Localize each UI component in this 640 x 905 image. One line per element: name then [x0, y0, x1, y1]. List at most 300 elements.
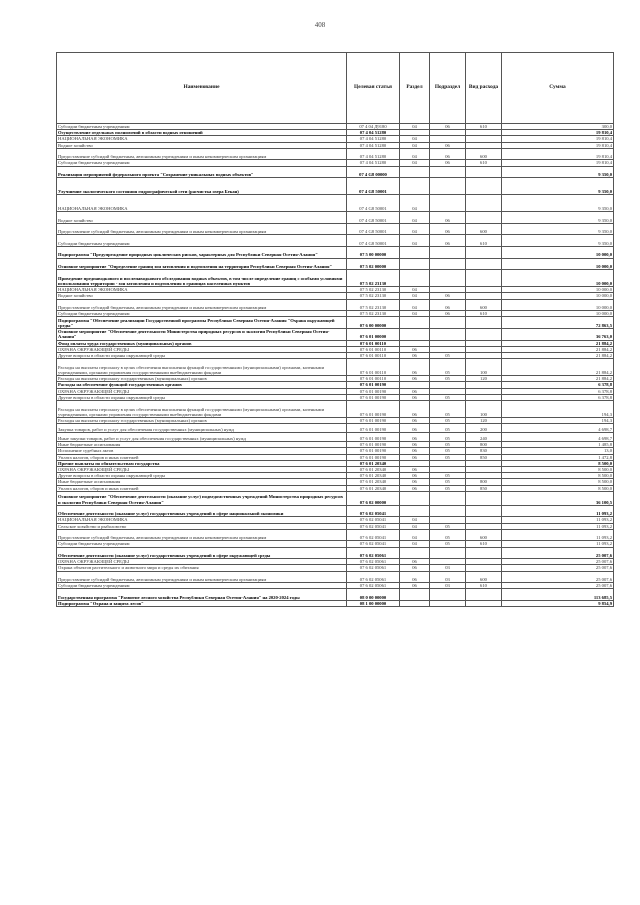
- row-subsection: 06: [430, 142, 466, 148]
- row-section: 06: [400, 394, 430, 400]
- row-code: 07 6 01 00000: [347, 328, 400, 340]
- budget-table: [56, 52, 614, 607]
- row-exptype: [466, 166, 502, 178]
- row-sum: 8 500,0: [502, 479, 614, 485]
- row-sum: 13,0: [502, 448, 614, 454]
- row-subsection: 05: [430, 394, 466, 400]
- row-code: 07 6 01 00110: [347, 346, 400, 352]
- row-code: 07 6 02 05061: [347, 547, 400, 559]
- row-section: 06: [400, 479, 430, 485]
- row-code: 07 5 00 00000: [347, 246, 400, 258]
- row-section: 06: [400, 352, 430, 358]
- row-code: 07 6 00 00000: [347, 317, 400, 329]
- row-name: Предоставление субсидий бюджетным, автономным учреждениям и иным некоммерческим организациям: [57, 299, 347, 311]
- row-name: Другие вопросы в области охраны окружающей среды: [57, 473, 347, 479]
- table-row: [57, 166, 614, 178]
- row-exptype: [466, 258, 502, 270]
- row-exptype: 610: [466, 235, 502, 247]
- row-sum: 10 000,0: [502, 293, 614, 299]
- row-sum: 11 093,2: [502, 523, 614, 529]
- row-exptype: 100: [466, 359, 502, 376]
- row-exptype: 830: [466, 448, 502, 454]
- row-name: НАЦИОНАЛЬНАЯ ЭКОНОМИКА: [57, 136, 347, 142]
- table-row: [57, 258, 614, 270]
- row-subsection: [430, 246, 466, 258]
- header-exptype: Вид расхода: [466, 53, 502, 124]
- row-code: 07 6 01 00190: [347, 424, 400, 433]
- row-subsection: 06: [430, 212, 466, 224]
- row-subsection: 05: [430, 359, 466, 376]
- row-name: Улучшение экологического состояния гидрографической сети (расчистка озера Бекан): [57, 178, 347, 195]
- table-row: [57, 178, 614, 195]
- row-section: 06: [400, 417, 430, 423]
- row-subsection: 05: [430, 442, 466, 448]
- row-subsection: [430, 195, 466, 212]
- row-name: НАЦИОНАЛЬНАЯ ЭКОНОМИКА: [57, 195, 347, 212]
- row-subsection: 06: [430, 148, 466, 160]
- row-subsection: 06: [430, 160, 466, 166]
- row-name: Расходы на выплаты персоналу в целях обеспечения выполнения функций государственными (муниципальными) органами, казенными учреждениями, органами управления государственными внебюджетными фондами: [57, 400, 347, 417]
- row-code: 07 6 01 00190: [347, 448, 400, 454]
- row-subsection: 05: [430, 352, 466, 358]
- row-subsection: 06: [430, 311, 466, 317]
- row-code: 07 6 02 05061: [347, 559, 400, 565]
- table-row: [57, 223, 614, 235]
- row-section: 04: [400, 136, 430, 142]
- row-exptype: [466, 547, 502, 559]
- row-subsection: 05: [430, 485, 466, 491]
- row-section: 06: [400, 424, 430, 433]
- row-section: 06: [400, 388, 430, 394]
- row-exptype: 610: [466, 311, 502, 317]
- row-name: Обеспечение деятельности (оказание услуг) государственных учреждений в сфере окружающей среды: [57, 547, 347, 559]
- page-number: 408: [314, 21, 326, 29]
- table-header-row: [57, 53, 614, 124]
- row-exptype: 200: [466, 424, 502, 433]
- row-code: 07 6 01 00190: [347, 433, 400, 442]
- row-section: [400, 317, 430, 329]
- row-name: Фонд оплаты труда государственных (муниципальных) органов: [57, 340, 347, 346]
- row-code: 07 6 01 20340: [347, 460, 400, 466]
- row-sum: 9 350,0: [502, 178, 614, 195]
- row-sum: 19 810,4: [502, 130, 614, 136]
- row-name: Субсидии бюджетным учреждениям: [57, 311, 347, 317]
- row-exptype: 600: [466, 529, 502, 541]
- row-name: Расходы на выплаты персоналу в целях обеспечения выполнения функций государственными (муниципальными) органами, казенными учреждениями, органами управления государственными внебюджетными фондами: [57, 359, 347, 376]
- row-subsection: 05: [430, 433, 466, 442]
- row-name: Обеспечение деятельности (оказание услуг) государственных учреждений в сфере национальной экономики: [57, 505, 347, 517]
- table-row: [57, 270, 614, 287]
- row-sum: 6 378,8: [502, 388, 614, 394]
- row-name: ОХРАНА ОКРУЖАЮЩЕЙ СРЕДЫ: [57, 346, 347, 352]
- row-section: 06: [400, 485, 430, 491]
- row-sum: 1 472,8: [502, 454, 614, 460]
- row-section: 04: [400, 311, 430, 317]
- row-code: 07 4 G8 50001: [347, 212, 400, 224]
- row-exptype: 600: [466, 571, 502, 583]
- row-name: Водное хозяйство: [57, 142, 347, 148]
- row-sum: 21 884,2: [502, 346, 614, 352]
- row-exptype: 610: [466, 160, 502, 166]
- row-sum: 194,3: [502, 417, 614, 423]
- row-section: 06: [400, 448, 430, 454]
- row-exptype: [466, 491, 502, 505]
- row-code: 07 5 02 23130: [347, 293, 400, 299]
- row-code: 07 4 G8 00000: [347, 166, 400, 178]
- row-code: 07 6 01 00190: [347, 394, 400, 400]
- row-exptype: [466, 212, 502, 224]
- row-section: 06: [400, 565, 430, 571]
- row-code: 07 6 02 05041: [347, 505, 400, 517]
- row-section: [400, 547, 430, 559]
- table-row: [57, 491, 614, 505]
- row-exptype: [466, 505, 502, 517]
- row-section: 06: [400, 346, 430, 352]
- row-subsection: [430, 547, 466, 559]
- row-subsection: [430, 328, 466, 340]
- row-name: Водное хозяйство: [57, 212, 347, 224]
- table-row: [57, 246, 614, 258]
- row-name: Иные бюджетные ассигнования: [57, 479, 347, 485]
- table-row: [57, 433, 614, 442]
- table-row: [57, 235, 614, 247]
- row-sum: 8 500,0: [502, 467, 614, 473]
- row-code: 07 4 04 51280: [347, 160, 400, 166]
- row-sum: 9 350,0: [502, 212, 614, 224]
- table-row: [57, 359, 614, 376]
- row-section: [400, 491, 430, 505]
- row-name: Расходы на обеспечение функций государственных органов: [57, 382, 347, 388]
- row-sum: 6 378,8: [502, 394, 614, 400]
- row-sum: 10 000,0: [502, 311, 614, 317]
- table-row: [57, 195, 614, 212]
- row-subsection: [430, 505, 466, 517]
- row-exptype: [466, 328, 502, 340]
- row-section: 04: [400, 223, 430, 235]
- row-name: Предоставление субсидий бюджетным, автономным учреждениям и иным некоммерческим организациям: [57, 571, 347, 583]
- row-subsection: 05: [430, 523, 466, 529]
- row-sum: 4 698,7: [502, 433, 614, 442]
- row-code: 07 6 01 00190: [347, 442, 400, 448]
- row-name: Исполнение судебных актов: [57, 448, 347, 454]
- row-section: 04: [400, 142, 430, 148]
- row-section: 04: [400, 299, 430, 311]
- row-section: 06: [400, 571, 430, 583]
- row-exptype: 600: [466, 223, 502, 235]
- row-section: 04: [400, 517, 430, 523]
- row-exptype: 800: [466, 479, 502, 485]
- row-name: Государственная программа "Развитие лесного хозяйства Республики Северная Осетия-Алания" на 2020-2024 годы: [57, 589, 347, 601]
- row-section: 04: [400, 148, 430, 160]
- row-sum: 19 810,4: [502, 142, 614, 148]
- row-code: 07 4 G8 50001: [347, 223, 400, 235]
- row-sum: 25 007,6: [502, 583, 614, 589]
- header-code: Целевая статья: [347, 53, 400, 124]
- row-exptype: [466, 589, 502, 601]
- row-sum: 8 500,0: [502, 485, 614, 491]
- row-name: Реализация мероприятий федерального проекта "Сохранение уникальных водных объектов": [57, 166, 347, 178]
- row-subsection: 05: [430, 424, 466, 433]
- row-section: [400, 258, 430, 270]
- row-code: 08 0 00 00000: [347, 589, 400, 601]
- row-name: Иные бюджетные ассигнования: [57, 442, 347, 448]
- row-subsection: 05: [430, 541, 466, 547]
- row-name: Охрана объектов растительного и животного мира и среды их обитания: [57, 565, 347, 571]
- row-section: 04: [400, 529, 430, 541]
- header-section: Раздел: [400, 53, 430, 124]
- row-subsection: 06: [430, 299, 466, 311]
- row-exptype: [466, 317, 502, 329]
- row-exptype: 120: [466, 417, 502, 423]
- table-row: [57, 529, 614, 541]
- row-exptype: 850: [466, 485, 502, 491]
- row-name: Предоставление субсидий бюджетным, автономным учреждениям и иным некоммерческим организациям: [57, 529, 347, 541]
- row-sum: 1 485,8: [502, 442, 614, 448]
- row-sum: 19 810,4: [502, 136, 614, 142]
- row-name: Осуществление отдельных полномочий в области водных отношений: [57, 130, 347, 136]
- row-name: Субсидии бюджетным учреждениям: [57, 235, 347, 247]
- row-code: 07 6 01 00190: [347, 417, 400, 423]
- row-subsection: 03: [430, 583, 466, 589]
- row-sum: 9 854,9: [502, 601, 614, 607]
- row-subsection: [430, 258, 466, 270]
- row-sum: 6 378,8: [502, 382, 614, 388]
- row-exptype: 600: [466, 299, 502, 311]
- row-section: 06: [400, 376, 430, 382]
- table-row: [57, 299, 614, 311]
- row-exptype: 610: [466, 124, 502, 130]
- row-section: 06: [400, 400, 430, 417]
- row-sum: 10 000,0: [502, 287, 614, 293]
- row-exptype: [466, 178, 502, 195]
- row-sum: 8 500,0: [502, 460, 614, 466]
- row-name: Основное мероприятие "Обеспечение деятельности (оказание услуг) подведомственных учреждений Министерства природных ресурсов и экологии Республики Северная Осетия-Алания": [57, 491, 347, 505]
- row-sum: 9 350,0: [502, 166, 614, 178]
- row-sum: 21 884,2: [502, 376, 614, 382]
- row-code: 07 6 01 20340: [347, 467, 400, 473]
- row-subsection: 05: [430, 454, 466, 460]
- row-name: НАЦИОНАЛЬНАЯ ЭКОНОМИКА: [57, 287, 347, 293]
- row-section: [400, 328, 430, 340]
- row-code: 07 4 G8 50001: [347, 195, 400, 212]
- row-code: 07 6 01 20340: [347, 473, 400, 479]
- row-name: Расходы на выплаты персоналу государственных (муниципальных) органов: [57, 417, 347, 423]
- row-code: 07 6 01 00110: [347, 376, 400, 382]
- table-row: [57, 601, 614, 607]
- row-sum: 9 350,0: [502, 195, 614, 212]
- row-code: 07 6 02 00000: [347, 491, 400, 505]
- row-sum: 36 100,5: [502, 491, 614, 505]
- row-section: 04: [400, 235, 430, 247]
- header-sum: Сумма: [502, 53, 614, 124]
- row-section: [400, 166, 430, 178]
- row-code: 07 6 02 05061: [347, 571, 400, 583]
- row-name: Проведение предпаводкового и послепаводкового обследования водных объектов, в том числе определение границ с особыми условиями использования территории - зон затопления и подтопления в границах населенных пунктов: [57, 270, 347, 287]
- table-row: [57, 589, 614, 601]
- row-sum: 9 350,0: [502, 235, 614, 247]
- row-sum: 25 007,6: [502, 565, 614, 571]
- row-name: Закупка товаров, работ и услуг для обеспечения государственных (муниципальных) нужд: [57, 424, 347, 433]
- row-code: 07 6 02 05061: [347, 565, 400, 571]
- row-name: Субсидии бюджетным учреждениям: [57, 160, 347, 166]
- row-name: Подпрограмма "Обеспечение реализации Государственной программы Республики Северная Осетия-Алания "Охрана окружающей среды": [57, 317, 347, 329]
- row-name: Подпрограмма "Охрана и защита лесов": [57, 601, 347, 607]
- row-section: 04: [400, 523, 430, 529]
- row-section: 06: [400, 454, 430, 460]
- row-exptype: 240: [466, 433, 502, 442]
- row-subsection: [430, 178, 466, 195]
- row-section: 04: [400, 124, 430, 130]
- row-name: Предоставление субсидий бюджетным, автономным учреждениям и иным некоммерческим организациям: [57, 148, 347, 160]
- row-section: 04: [400, 293, 430, 299]
- row-name: Субсидии бюджетным учреждениям: [57, 541, 347, 547]
- row-name: Основное мероприятие "Обеспечение деятельности Министерства природных ресурсов и экологии Республики Северная Осетия-Алания": [57, 328, 347, 340]
- row-code: 08 1 00 00000: [347, 601, 400, 607]
- row-code: 07 6 02 05041: [347, 541, 400, 547]
- row-exptype: 100: [466, 400, 502, 417]
- row-sum: 36 763,0: [502, 328, 614, 340]
- row-exptype: [466, 601, 502, 607]
- row-name: Прочие выплаты по обязательствам государства: [57, 460, 347, 466]
- row-exptype: [466, 246, 502, 258]
- row-subsection: [430, 589, 466, 601]
- row-subsection: 05: [430, 529, 466, 541]
- row-section: 04: [400, 541, 430, 547]
- row-section: 06: [400, 442, 430, 448]
- row-exptype: 850: [466, 454, 502, 460]
- row-exptype: 120: [466, 376, 502, 382]
- row-code: 07 6 01 20340: [347, 485, 400, 491]
- row-code: 07 5 02 23130: [347, 270, 400, 287]
- row-sum: 21 884,2: [502, 352, 614, 358]
- row-subsection: 03: [430, 565, 466, 571]
- row-sum: 72 863,5: [502, 317, 614, 329]
- row-subsection: 03: [430, 571, 466, 583]
- row-section: [400, 270, 430, 287]
- row-subsection: [430, 317, 466, 329]
- header-name: Наименование: [57, 53, 347, 124]
- row-subsection: [430, 601, 466, 607]
- row-code: 07 4 04 51280: [347, 142, 400, 148]
- row-sum: 8 500,0: [502, 473, 614, 479]
- row-code: 07 5 02 00000: [347, 258, 400, 270]
- row-subsection: 05: [430, 400, 466, 417]
- row-subsection: [430, 270, 466, 287]
- row-subsection: 05: [430, 417, 466, 423]
- row-section: [400, 178, 430, 195]
- row-code: 07 6 02 05061: [347, 583, 400, 589]
- row-name: Уплата налогов, сборов и иных платежей: [57, 485, 347, 491]
- row-name: Субсидии бюджетным учреждениям: [57, 124, 347, 130]
- row-subsection: 06: [430, 124, 466, 130]
- row-sum: 10 000,0: [502, 258, 614, 270]
- row-exptype: [466, 270, 502, 287]
- row-name: ОХРАНА ОКРУЖАЮЩЕЙ СРЕДЫ: [57, 467, 347, 473]
- row-code: 07 6 01 00190: [347, 400, 400, 417]
- row-code: 07 5 02 23130: [347, 299, 400, 311]
- row-sum: 4 698,7: [502, 424, 614, 433]
- table-row: [57, 505, 614, 517]
- row-exptype: 800: [466, 442, 502, 448]
- row-subsection: 05: [430, 376, 466, 382]
- row-sum: 25 007,6: [502, 571, 614, 583]
- row-code: 07 4 04 51280: [347, 136, 400, 142]
- row-name: ОХРАНА ОКРУЖАЮЩЕЙ СРЕДЫ: [57, 388, 347, 394]
- row-exptype: 600: [466, 148, 502, 160]
- row-name: Сельское хозяйство и рыболовство: [57, 523, 347, 529]
- row-sum: 25 007,6: [502, 559, 614, 565]
- row-section: 04: [400, 160, 430, 166]
- row-code: 07 6 02 05041: [347, 517, 400, 523]
- row-section: [400, 601, 430, 607]
- row-name: Другие вопросы в области охраны окружающей среды: [57, 394, 347, 400]
- row-sum: 10 000,0: [502, 270, 614, 287]
- row-subsection: 05: [430, 479, 466, 485]
- row-code: 07 4 G8 50001: [347, 235, 400, 247]
- row-code: 07 6 01 20340: [347, 479, 400, 485]
- row-code: 07 5 02 23130: [347, 311, 400, 317]
- row-code: 07 6 01 00190: [347, 388, 400, 394]
- row-subsection: [430, 491, 466, 505]
- row-code: 07 6 01 00110: [347, 340, 400, 346]
- row-section: [400, 246, 430, 258]
- table-row: [57, 328, 614, 340]
- row-code: 07 5 02 23130: [347, 287, 400, 293]
- table-row: [57, 212, 614, 224]
- row-sum: 11 093,2: [502, 505, 614, 517]
- row-sum: 10 000,0: [502, 299, 614, 311]
- row-code: 07 6 02 05041: [347, 529, 400, 541]
- row-section: 04: [400, 195, 430, 212]
- row-section: 06: [400, 583, 430, 589]
- row-sum: 194,3: [502, 400, 614, 417]
- row-sum: 11 093,2: [502, 541, 614, 547]
- row-code: 07 4 04 51280: [347, 130, 400, 136]
- row-code: 07 4 G8 50001: [347, 178, 400, 195]
- row-name: Предоставление субсидий бюджетным, автономным учреждениям и иным некоммерческим организациям: [57, 223, 347, 235]
- row-sum: 21 884,2: [502, 340, 614, 346]
- row-subsection: 06: [430, 235, 466, 247]
- row-section: [400, 505, 430, 517]
- row-section: 04: [400, 287, 430, 293]
- row-subsection: 05: [430, 473, 466, 479]
- row-name: Основное мероприятие "Определение границ зон затопления и подтопления на территории Республики Северная Осетия-Алания": [57, 258, 347, 270]
- row-sum: 19 810,4: [502, 160, 614, 166]
- row-code: 07 6 01 00110: [347, 352, 400, 358]
- row-name: ОХРАНА ОКРУЖАЮЩЕЙ СРЕДЫ: [57, 559, 347, 565]
- row-sum: 11 093,2: [502, 517, 614, 523]
- row-code: 07 4 04 51280: [347, 148, 400, 160]
- row-name: Субсидии бюджетным учреждениям: [57, 583, 347, 589]
- header-subsection: Подраздел: [430, 53, 466, 124]
- row-subsection: 05: [430, 448, 466, 454]
- row-sum: 19 810,4: [502, 148, 614, 160]
- table-row: [57, 547, 614, 559]
- table-row: [57, 424, 614, 433]
- row-sum: 25 007,6: [502, 547, 614, 559]
- row-section: 06: [400, 433, 430, 442]
- row-sum: 11 093,2: [502, 529, 614, 541]
- row-name: Водное хозяйство: [57, 293, 347, 299]
- row-section: 06: [400, 467, 430, 473]
- row-code: 07 6 01 00110: [347, 359, 400, 376]
- row-code: 07 6 01 00190: [347, 382, 400, 388]
- row-name: Подпрограмма "Предупреждение природных циклических рисков, характерных для Республики Северная Осетия-Алания": [57, 246, 347, 258]
- row-subsection: 06: [430, 293, 466, 299]
- table-row: [57, 148, 614, 160]
- row-name: НАЦИОНАЛЬНАЯ ЭКОНОМИКА: [57, 517, 347, 523]
- row-code: 07 4 04 Д9180: [347, 124, 400, 130]
